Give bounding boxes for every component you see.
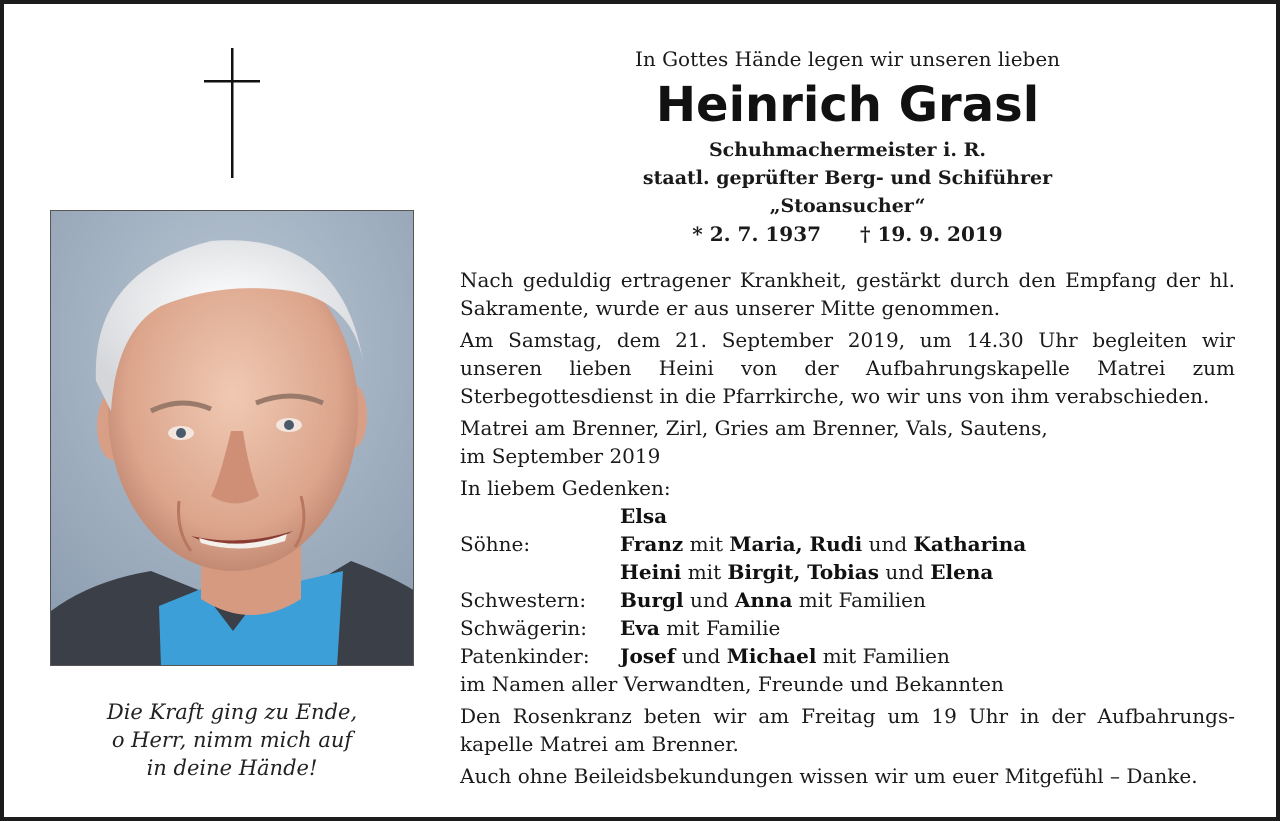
connector-text: mit Familien	[822, 644, 950, 668]
qualification: staatl. geprüfter Berg- und Schiführer	[642, 167, 1053, 189]
paragraph-illness: Nach geduldig ertragener Krankheit, gestärkt durch den Empfang der hl. Sakramente, wurde er aus unserer Mitte genommen.	[460, 268, 1235, 320]
intro-line: In Gottes Hände legen wir unseren lieben	[634, 47, 1061, 71]
relatives-line: im Namen aller Verwandten, Freunde und Bekannten	[460, 672, 1004, 696]
obituary-header	[460, 44, 1235, 248]
family-names: Elena	[930, 560, 994, 584]
obituary-body	[460, 266, 1235, 790]
son-row	[620, 558, 1235, 586]
godchildren-row	[620, 642, 1235, 670]
quote-line: in deine Hände!	[146, 756, 318, 780]
remembrance-line: In liebem Gedenken:	[460, 476, 671, 500]
godchildren-label: Patenkinder:	[460, 644, 590, 668]
date-line: im September 2019	[460, 444, 661, 468]
memorial-quote	[50, 698, 414, 782]
wife-name: Elsa	[620, 504, 668, 528]
connector-text: mit Familie	[666, 616, 781, 640]
rosary-notice: Den Rosenkranz beten wir am Freitag um 19 Uhr in der Aufbahrungskapelle Matrei am Brenner.	[460, 704, 1235, 756]
sisters-label: Schwestern:	[460, 588, 587, 612]
connector-text: mit Familien	[798, 588, 926, 612]
son-name: Heini	[620, 560, 682, 584]
empty-label	[460, 558, 620, 586]
sons-label: Söhne:	[460, 532, 531, 556]
godchild-name: Michael	[726, 644, 817, 668]
godchild-name: Josef	[620, 644, 676, 668]
thanks-line: Auch ohne Beileidsbekundungen wissen wir um euer Mitgefühl – Danke.	[460, 764, 1198, 788]
quote-line: o Herr, nimm mich auf	[111, 728, 353, 752]
family-names: Birgit, Tobias	[727, 560, 879, 584]
son-name: Franz	[620, 532, 684, 556]
connector-text: und	[868, 532, 908, 556]
sisterinlaw-label: Schwägerin:	[460, 616, 588, 640]
deceased-name: Heinrich Grasl	[655, 77, 1040, 133]
family-list	[460, 502, 1235, 670]
sisterinlaw-row	[620, 614, 1235, 642]
place-line: Matrei am Brenner, Zirl, Gries am Brenner, Vals, Sautens,	[460, 416, 1048, 440]
connector-text: und	[681, 644, 721, 668]
wife-label	[460, 502, 620, 530]
cross-icon	[204, 48, 260, 180]
connector-text: und	[885, 560, 924, 584]
death-date: † 19. 9. 2019	[860, 222, 1003, 246]
life-dates	[460, 220, 1235, 248]
profession: Schuhmachermeister i. R.	[708, 139, 987, 161]
family-names: Maria, Rudi	[729, 532, 863, 556]
family-names: Katharina	[913, 532, 1027, 556]
sister-name: Anna	[734, 588, 793, 612]
sisterinlaw-name: Eva	[620, 616, 660, 640]
connector-text: mit	[689, 532, 724, 556]
sisters-row	[620, 586, 1235, 614]
connector-text: und	[689, 588, 729, 612]
connector-text: mit	[687, 560, 722, 584]
nickname: „Stoansucher“	[769, 195, 926, 217]
paragraph-funeral: Am Samstag, dem 21. September 2019, um 14.30 Uhr begleiten wir unseren lieben Heini von der Aufbahrungskapelle Matrei zum Sterbegottesdienst in die Pfarrkirche, wo wir uns von ihm verabschieden.	[460, 328, 1235, 408]
son-row	[620, 530, 1235, 558]
portrait-photo	[50, 210, 414, 666]
sister-name: Burgl	[620, 588, 684, 612]
quote-line: Die Kraft ging zu Ende,	[106, 700, 358, 724]
birth-date: * 2. 7. 1937	[692, 222, 822, 246]
